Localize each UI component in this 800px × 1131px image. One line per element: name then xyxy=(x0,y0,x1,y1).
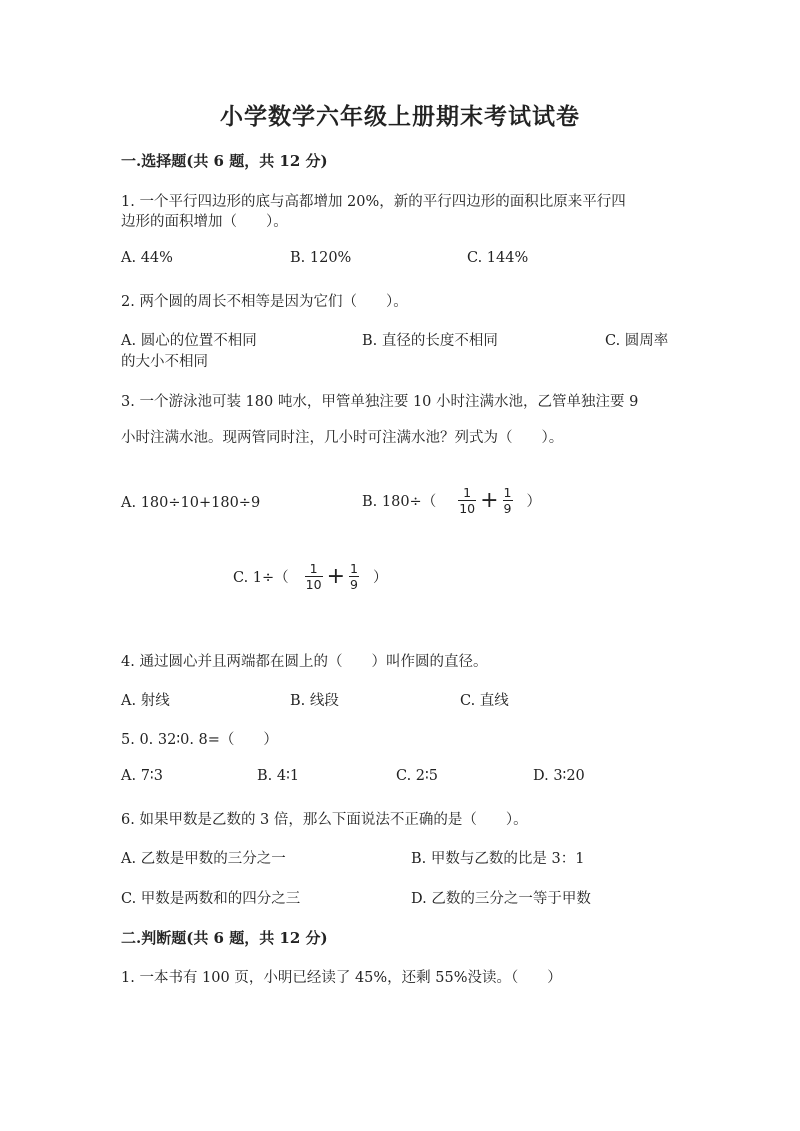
question-2-option-c-continued: 的大小不相同 xyxy=(121,354,208,370)
fraction-numerator: 1 xyxy=(350,561,358,576)
fraction-denominator: 9 xyxy=(350,577,358,593)
page-title: 小学数学六年级上册期末考试试卷 xyxy=(220,103,580,130)
question-1-option-a: A. 44% xyxy=(121,250,173,266)
question-5-option-c: C. 2∶5 xyxy=(396,768,439,784)
tf-question-1-text: 1. 一本书有 100 页，小明已经读了 45%，还剩 55%没读。（ ） xyxy=(121,970,562,986)
fraction-numerator: 1 xyxy=(309,561,318,576)
question-1-option-c: C. 144% xyxy=(467,250,529,266)
question-2-option-a: A. 圆心的位置不相同 xyxy=(121,333,257,349)
question-6-option-a: A. 乙数是甲数的三分之一 xyxy=(121,851,286,867)
question-3-option-b xyxy=(362,486,541,515)
question-2-text: 2. 两个圆的周长不相等是因为它们（ ）。 xyxy=(121,294,408,310)
fraction-denominator: 9 xyxy=(503,501,512,517)
option-c-prefix: C. 1÷（ xyxy=(233,570,289,587)
question-4-text: 4. 通过圆心并且两端都在圆上的（ ）叫作圆的直径。 xyxy=(121,654,488,670)
section-heading-true-false: 二.判断题(共 6 题，共 12 分) xyxy=(121,929,328,947)
question-6-option-d: D. 乙数的三分之一等于甲数 xyxy=(411,891,591,907)
option-b-suffix: ） xyxy=(526,494,541,511)
question-5-option-b: B. 4∶1 xyxy=(257,768,300,784)
fraction-one-tenth xyxy=(458,486,476,515)
option-b-prefix: B. 180÷（ xyxy=(362,494,437,511)
question-4-option-b: B. 线段 xyxy=(290,693,339,709)
question-1-option-b: B. 120% xyxy=(290,250,352,266)
question-3-option-c xyxy=(233,562,387,591)
plus-sign: + xyxy=(326,563,346,589)
fraction-denominator: 10 xyxy=(305,577,322,593)
question-6-option-c: C. 甲数是两数和的四分之三 xyxy=(121,891,301,907)
fraction-one-tenth xyxy=(305,562,323,591)
question-2-option-c: C. 圆周率 xyxy=(605,333,669,349)
question-6-option-b: B. 甲数与乙数的比是 3：1 xyxy=(411,851,585,867)
question-1-line1: 1. 一个平行四边形的底与高都增加 20%，新的平行四边形的面积比原来平行四 xyxy=(121,194,626,210)
question-5-option-a: A. 7∶3 xyxy=(121,768,163,784)
question-6-text: 6. 如果甲数是乙数的 3 倍，那么下面说法不正确的是（ ）。 xyxy=(121,812,528,828)
question-4-option-a: A. 射线 xyxy=(121,693,170,709)
fraction-numerator: 1 xyxy=(463,485,472,500)
fraction-one-ninth xyxy=(349,562,359,591)
plus-sign: + xyxy=(480,487,499,513)
question-5-text: 5. 0. 32∶0. 8=（ ） xyxy=(121,732,278,748)
fraction-one-ninth xyxy=(503,486,513,515)
option-c-suffix: ） xyxy=(372,570,388,587)
fraction-numerator: 1 xyxy=(503,485,512,500)
question-5-option-d: D. 3∶20 xyxy=(533,768,585,784)
section-heading-choice: 一.选择题(共 6 题，共 12 分) xyxy=(121,152,328,170)
question-3-line1: 3. 一个游泳池可装 180 吨水，甲管单独注要 10 小时注满水池，乙管单独注要 9 xyxy=(121,394,639,410)
question-1-line2: 边形的面积增加（ ）。 xyxy=(121,214,288,230)
question-2-option-b: B. 直径的长度不相同 xyxy=(362,333,498,349)
question-3-line2: 小时注满水池。现两管同时注，几小时可注满水池？列式为（ ）。 xyxy=(121,430,564,446)
question-3-option-a: A. 180÷10+180÷9 xyxy=(121,495,261,511)
fraction-denominator: 10 xyxy=(459,501,476,517)
question-4-option-c: C. 直线 xyxy=(460,693,509,709)
